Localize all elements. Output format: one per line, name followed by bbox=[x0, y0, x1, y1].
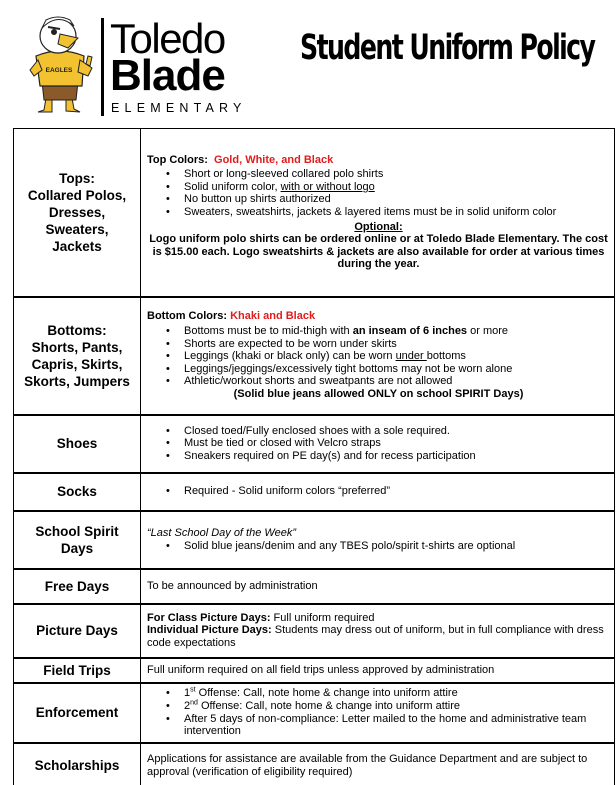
shoes-rules-list bbox=[147, 425, 610, 463]
top-colors-line bbox=[147, 154, 610, 167]
list-item bbox=[166, 181, 610, 194]
row-category-socks: Socks bbox=[14, 473, 141, 511]
bottoms-rules-list bbox=[147, 325, 610, 388]
list-item: • Athletic/workout shorts and sweatpants are not allowed bbox=[166, 375, 610, 388]
table-row-bottoms bbox=[14, 297, 615, 415]
class-picture-line bbox=[147, 612, 610, 625]
offense-number: 2 bbox=[184, 699, 191, 712]
table-row-socks bbox=[14, 473, 615, 511]
table-row-enforcement bbox=[14, 683, 615, 743]
row-details-enforcement bbox=[141, 683, 615, 743]
list-item: • Must be tied or closed with Velcro straps bbox=[166, 437, 610, 450]
table-row-shoes bbox=[14, 415, 615, 473]
table-row-picture-days bbox=[14, 604, 615, 658]
list-item: • Required - Solid uniform colors “preferred” bbox=[166, 485, 610, 498]
list-item: • Leggings/jeggings/excessively tight bottoms may not be worn alone bbox=[166, 363, 610, 376]
list-item bbox=[166, 350, 610, 363]
row-details-socks bbox=[141, 473, 615, 511]
brand-name-line3: ELEMENTARY bbox=[111, 101, 247, 115]
document-title: Student Uniform Policy bbox=[300, 28, 595, 68]
table-row-field-trips bbox=[14, 658, 615, 683]
bottom-colors-line bbox=[147, 310, 610, 323]
row-category-shoes: Shoes bbox=[14, 415, 141, 473]
category-label: Tops: Collared Polos, Dresses, Sweaters, Jackets bbox=[27, 170, 127, 254]
spirit-day-lead: “Last School Day of the Week” bbox=[147, 526, 296, 539]
mascot-shirt-text: EAGLES bbox=[45, 67, 73, 74]
eagle-mascot-icon bbox=[22, 12, 98, 118]
list-item bbox=[166, 325, 610, 338]
category-label: Bottoms: Shorts, Pants, Capris, Skirts, Skorts, Jumpers bbox=[24, 322, 130, 389]
optional-heading: Optional: bbox=[354, 220, 403, 233]
individual-picture-text: Students may dress out of uniform, but in full compliance with dress code expectations bbox=[147, 624, 604, 649]
individual-picture-label: Individual Picture Days: bbox=[147, 624, 272, 637]
row-category-enforcement: Enforcement bbox=[14, 683, 141, 743]
offense-ordinal: st bbox=[190, 686, 196, 694]
list-item: • Sneakers required on PE day(s) and for recess participation bbox=[166, 450, 610, 463]
bottom-colors-label: Bottom Colors: bbox=[147, 310, 228, 323]
row-category-scholarships: Scholarships bbox=[14, 743, 141, 785]
socks-rules-list bbox=[147, 485, 610, 498]
list-item-underlined: with or without logo bbox=[280, 180, 375, 193]
list-item-text: Leggings (khaki or black only) can be worn bbox=[184, 350, 396, 363]
top-colors-value: Gold, White, and Black bbox=[214, 153, 334, 166]
uniform-policy-table bbox=[13, 128, 615, 785]
row-category-bottoms bbox=[14, 297, 141, 415]
list-item: • No button up shirts authorized bbox=[166, 193, 610, 206]
table-row-free-days bbox=[14, 569, 615, 604]
row-category-field-trips: Field Trips bbox=[14, 658, 141, 683]
row-details-spirit-days bbox=[141, 511, 615, 569]
row-category-tops bbox=[14, 129, 141, 297]
row-category-spirit-days bbox=[14, 511, 141, 569]
list-item-text: Offense: Call, note home & change into uniform attire bbox=[197, 699, 461, 712]
brand-divider bbox=[101, 18, 104, 116]
row-details-field-trips: Full uniform required on all field trips unless approved by administration bbox=[141, 658, 615, 683]
spirit-rules-list bbox=[147, 540, 610, 553]
list-item-text: Solid uniform color, bbox=[184, 180, 281, 193]
class-picture-text: Full uniform required bbox=[270, 611, 375, 624]
offense-ordinal: nd bbox=[190, 699, 198, 707]
row-details-bottoms bbox=[141, 297, 615, 415]
row-details-tops bbox=[141, 129, 615, 297]
table-row-spirit-days bbox=[14, 511, 615, 569]
tops-rules-list bbox=[147, 168, 610, 218]
spirit-jeans-note: (Solid blue jeans allowed ONLY on school SPIRIT Days) bbox=[233, 387, 524, 400]
bottom-colors-value: Khaki and Black bbox=[230, 310, 316, 323]
individual-picture-line bbox=[147, 624, 610, 649]
list-item: • Closed toed/Fully enclosed shoes with a sole required. bbox=[166, 425, 610, 438]
list-item: • Solid blue jeans/denim and any TBES polo/spirit t-shirts are optional bbox=[166, 540, 610, 553]
list-item-text: Offense: Call, note home & change into uniform attire bbox=[195, 687, 458, 700]
enforcement-rules-list bbox=[147, 687, 610, 737]
row-details-picture-days bbox=[141, 604, 615, 658]
list-item bbox=[166, 700, 610, 713]
row-category-picture-days: Picture Days bbox=[14, 604, 141, 658]
table-row-tops bbox=[14, 129, 615, 297]
offense-number: 1 bbox=[184, 687, 191, 700]
row-category-free-days: Free Days bbox=[14, 569, 141, 604]
page-header bbox=[0, 0, 616, 126]
optional-text: Logo uniform polo shirts can be ordered online or at Toledo Blade Elementary. The cost is $15.00 each. Logo sweatshirts & jackets are also available for order at various times during the year. bbox=[149, 233, 608, 271]
list-item: • Sweaters, sweatshirts, jackets & layered items must be in solid uniform color bbox=[166, 206, 610, 219]
row-details-shoes bbox=[141, 415, 615, 473]
list-item bbox=[166, 687, 610, 700]
brand-name-line2: Blade bbox=[110, 51, 225, 100]
row-details-scholarships: Applications for assistance are available from the Guidance Department and are subject to approval (verification of eligibility required) bbox=[141, 743, 615, 785]
list-item: • Short or long-sleeved collared polo shirts bbox=[166, 168, 610, 181]
list-item-bold: an inseam of 6 inches bbox=[352, 325, 468, 338]
category-label: School Spirit Days bbox=[35, 523, 119, 556]
table-row-scholarships bbox=[14, 743, 615, 785]
brand-name-line1: Toledo bbox=[110, 15, 225, 62]
list-item: • After 5 days of non-compliance: Letter mailed to the home and administrative team intervention bbox=[166, 713, 610, 738]
list-item-text: bottoms bbox=[426, 350, 466, 363]
class-picture-label: For Class Picture Days: bbox=[147, 611, 271, 624]
list-item-text: Bottoms must be to mid-thigh with bbox=[184, 325, 353, 338]
list-item-text: or more bbox=[467, 325, 509, 338]
list-item: • Shorts are expected to be worn under skirts bbox=[166, 338, 610, 351]
list-item-underlined: under bbox=[395, 350, 427, 363]
top-colors-label: Top Colors: bbox=[147, 153, 208, 166]
row-details-free-days: To be announced by administration bbox=[141, 569, 615, 604]
